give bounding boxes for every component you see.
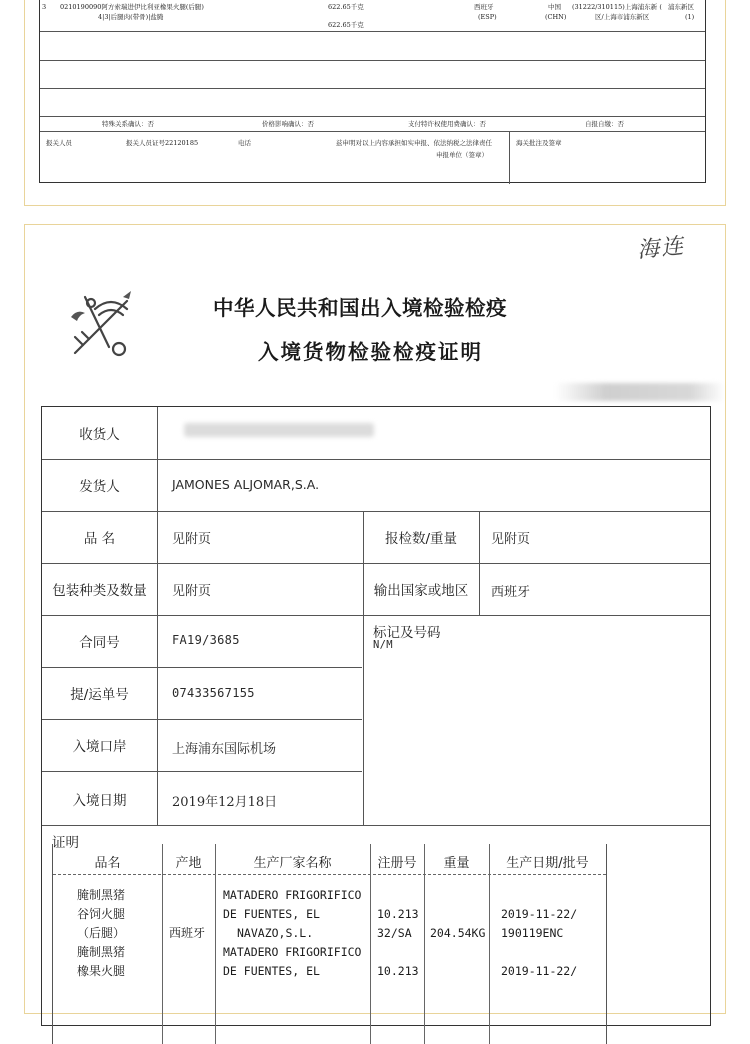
certificate-subtitle: 入境货物检验检疫证明 <box>258 340 483 364</box>
row1-mfr-3: NAVAZO,S.L. <box>237 926 314 940</box>
row1-origin: 西班牙 <box>169 926 206 940</box>
table-row <box>77 886 125 981</box>
consignor-value: JAMONES ALJOMAR,S.A. <box>172 477 320 492</box>
region-tail-2: (1) <box>685 13 695 21</box>
quantity-label: 报检数/重量 <box>384 531 458 547</box>
contract-value: FA19/3685 <box>172 633 240 647</box>
marks-label: 标记及号码 <box>373 625 441 641</box>
export-country-label: 输出国家或地区 <box>373 583 469 599</box>
special-relation: 特殊关系确认：否 <box>102 120 154 128</box>
row1-batch-1: 2019-11-22/ <box>501 907 578 921</box>
header-reg-no: 注册号 <box>377 856 417 871</box>
handwritten-note: 海连 <box>636 233 687 264</box>
statement: 兹申明对以上内容承担如实申报、依法纳税之法律责任 <box>336 139 492 147</box>
price-effect: 价格影响确认：否 <box>262 120 314 128</box>
row-number: 3 <box>42 3 47 11</box>
royalty: 支付特许权使用费确认：否 <box>408 120 486 128</box>
consignee-value-redacted <box>184 423 374 437</box>
net-weight: 622.65千克 <box>328 3 364 11</box>
self-report: 自报自缴：否 <box>585 120 624 128</box>
product-label: 品 名 <box>83 531 116 547</box>
package-value: 见附页 <box>172 584 212 599</box>
quantity-value: 见附页 <box>491 532 531 547</box>
consignee-label: 收货人 <box>79 427 120 443</box>
bill-label: 提/运单号 <box>70 687 129 703</box>
marks-value: N/M <box>373 639 393 651</box>
customs-declaration-form <box>39 0 706 183</box>
region-tail: 浦东新区 <box>668 3 694 11</box>
declarant: 报关人员 <box>46 139 72 147</box>
header-name: 品名 <box>94 856 121 871</box>
customs-approval: 海关批注及签章 <box>516 139 562 147</box>
batch-cell <box>501 905 577 981</box>
row1-name-1: 腌制黑猪 <box>77 888 126 902</box>
declaration-panel <box>24 0 726 206</box>
attachment-table <box>52 844 607 1044</box>
reg-cell <box>377 905 419 981</box>
certificate-table <box>41 406 711 1026</box>
origin-code: (ESP) <box>478 13 497 21</box>
export-country-value: 西班牙 <box>491 585 531 600</box>
row1-weight: 204.54KG <box>430 926 486 940</box>
row2-mfr-2: DE FUENTES, EL <box>223 964 320 978</box>
product-value: 见附页 <box>172 532 212 547</box>
header-weight: 重量 <box>443 856 470 871</box>
row2-name-2: 橡果火腿 <box>77 964 126 978</box>
item-description: 0210190090阿方索瑞进伊比利亚橡果火腿(后腿) <box>60 3 204 11</box>
dest-country: 中国 <box>548 3 561 11</box>
consignor-label: 发货人 <box>79 479 120 495</box>
header-batch: 生产日期/批号 <box>506 856 589 871</box>
declarant-cert: 报关人员证号22120185 <box>126 139 199 147</box>
district-2: 区/上海市浦东新区 <box>595 13 650 21</box>
item-description-2: 4|3|后腿肉(带骨)|盐腌 <box>98 13 164 21</box>
row1-mfr-1: MATADERO FRIGORIFICO <box>223 888 362 902</box>
row1-reg-2: 32/SA <box>377 926 412 940</box>
applicant: 申报单位（签章） <box>436 151 488 159</box>
port-value: 上海浦东国际机场 <box>172 742 277 757</box>
row1-batch-2: 190119ENC <box>501 926 564 940</box>
row2-batch-2: 2019-11-22/ <box>501 964 578 978</box>
package-label: 包装种类及数量 <box>52 583 147 599</box>
manufacturer-cell <box>223 886 361 981</box>
row2-name-1: 腌制黑猪 <box>77 945 126 959</box>
district: (31222/310115)上海浦东新 ( <box>572 3 662 11</box>
redacted-number <box>555 383 725 401</box>
ciq-emblem-icon <box>65 287 145 359</box>
row1-reg-1: 10.213 <box>377 907 419 921</box>
dest-code: (CHN) <box>545 13 567 21</box>
port-label: 入境口岸 <box>72 739 127 755</box>
certificate-panel <box>24 224 726 1014</box>
origin-country: 西班牙 <box>474 3 494 11</box>
gross-weight: 622.65千克 <box>328 21 364 29</box>
row1-name-3: （后腿） <box>77 926 126 940</box>
entry-date-value: 2019年12月18日 <box>172 795 278 810</box>
bill-value: 07433567155 <box>172 686 255 700</box>
header-origin: 产地 <box>175 856 202 871</box>
row1-mfr-2: DE FUENTES, EL <box>223 907 320 921</box>
certificate-title: 中华人民共和国出入境检验检疫 <box>213 296 507 320</box>
header-manufacturer: 生产厂家名称 <box>253 856 332 871</box>
row2-mfr-1: MATADERO FRIGORIFICO <box>223 945 362 959</box>
row1-name-2: 谷饲火腿 <box>77 907 126 921</box>
contract-label: 合同号 <box>79 635 120 651</box>
entry-date-label: 入境日期 <box>72 793 127 809</box>
row2-reg-2: 10.213 <box>377 964 419 978</box>
phone: 电话 <box>238 139 251 147</box>
proof-label: 证明 <box>52 835 79 851</box>
